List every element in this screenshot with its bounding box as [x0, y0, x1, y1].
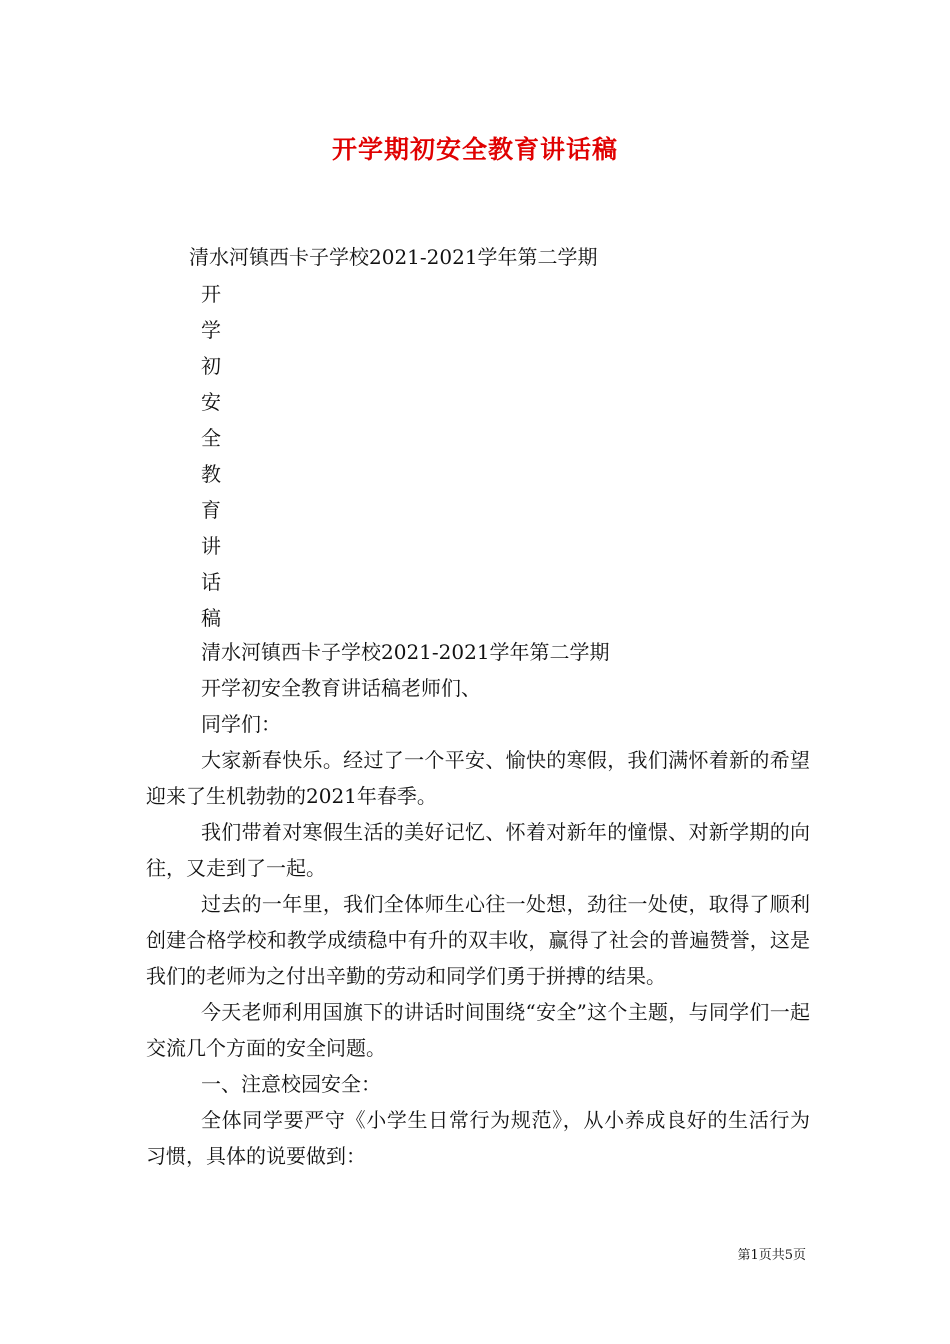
- document-title: 开学期初安全教育讲话稿: [331, 135, 618, 164]
- salutation-line: 同学们：: [201, 712, 281, 736]
- school-term-line-repeat: 清水河镇西卡子学校2021-2021学年第二学期: [201, 640, 610, 664]
- vertical-char: 安: [201, 390, 221, 414]
- school-term-line: 清水河镇西卡子学校2021-2021学年第二学期: [189, 245, 598, 269]
- document-body: [146, 634, 810, 1174]
- section-heading: 一、注意校园安全：: [201, 1072, 381, 1096]
- vertical-char: 话: [201, 570, 221, 594]
- vertical-title: [201, 276, 241, 636]
- vertical-char: 育: [201, 498, 221, 522]
- paragraph: 大家新春快乐。经过了一个平安、愉快的寒假，我们满怀着新的希望迎来了生机勃勃的2021年春季。: [146, 748, 810, 808]
- vertical-char: 教: [201, 462, 221, 486]
- vertical-char: 学: [201, 318, 221, 342]
- vertical-char: 稿: [201, 606, 221, 630]
- page-number-footer: 第1页共5页: [737, 1248, 806, 1263]
- vertical-char: 初: [201, 354, 221, 378]
- paragraph: 全体同学要严守《小学生日常行为规范》，从小养成良好的生活行为习惯，具体的说要做到：: [146, 1108, 810, 1168]
- vertical-char: 讲: [201, 534, 221, 558]
- vertical-char: 全: [201, 426, 221, 450]
- paragraph: 过去的一年里，我们全体师生心往一处想，劲往一处使，取得了顺利创建合格学校和教学成绩稳中有升的双丰收，赢得了社会的普遍赞誉，这是我们的老师为之付出辛勤的劳动和同学们勇于拼搏的结果。: [146, 892, 810, 988]
- paragraph: 我们带着对寒假生活的美好记忆、怀着对新年的憧憬、对新学期的向往，又走到了一起。: [146, 820, 810, 880]
- paragraph: 今天老师利用国旗下的讲话时间围绕“安全”这个主题，与同学们一起交流几个方面的安全问题。: [146, 1000, 810, 1060]
- vertical-char: 开: [201, 282, 221, 306]
- speech-heading-line: 开学初安全教育讲话稿老师们、: [201, 676, 481, 700]
